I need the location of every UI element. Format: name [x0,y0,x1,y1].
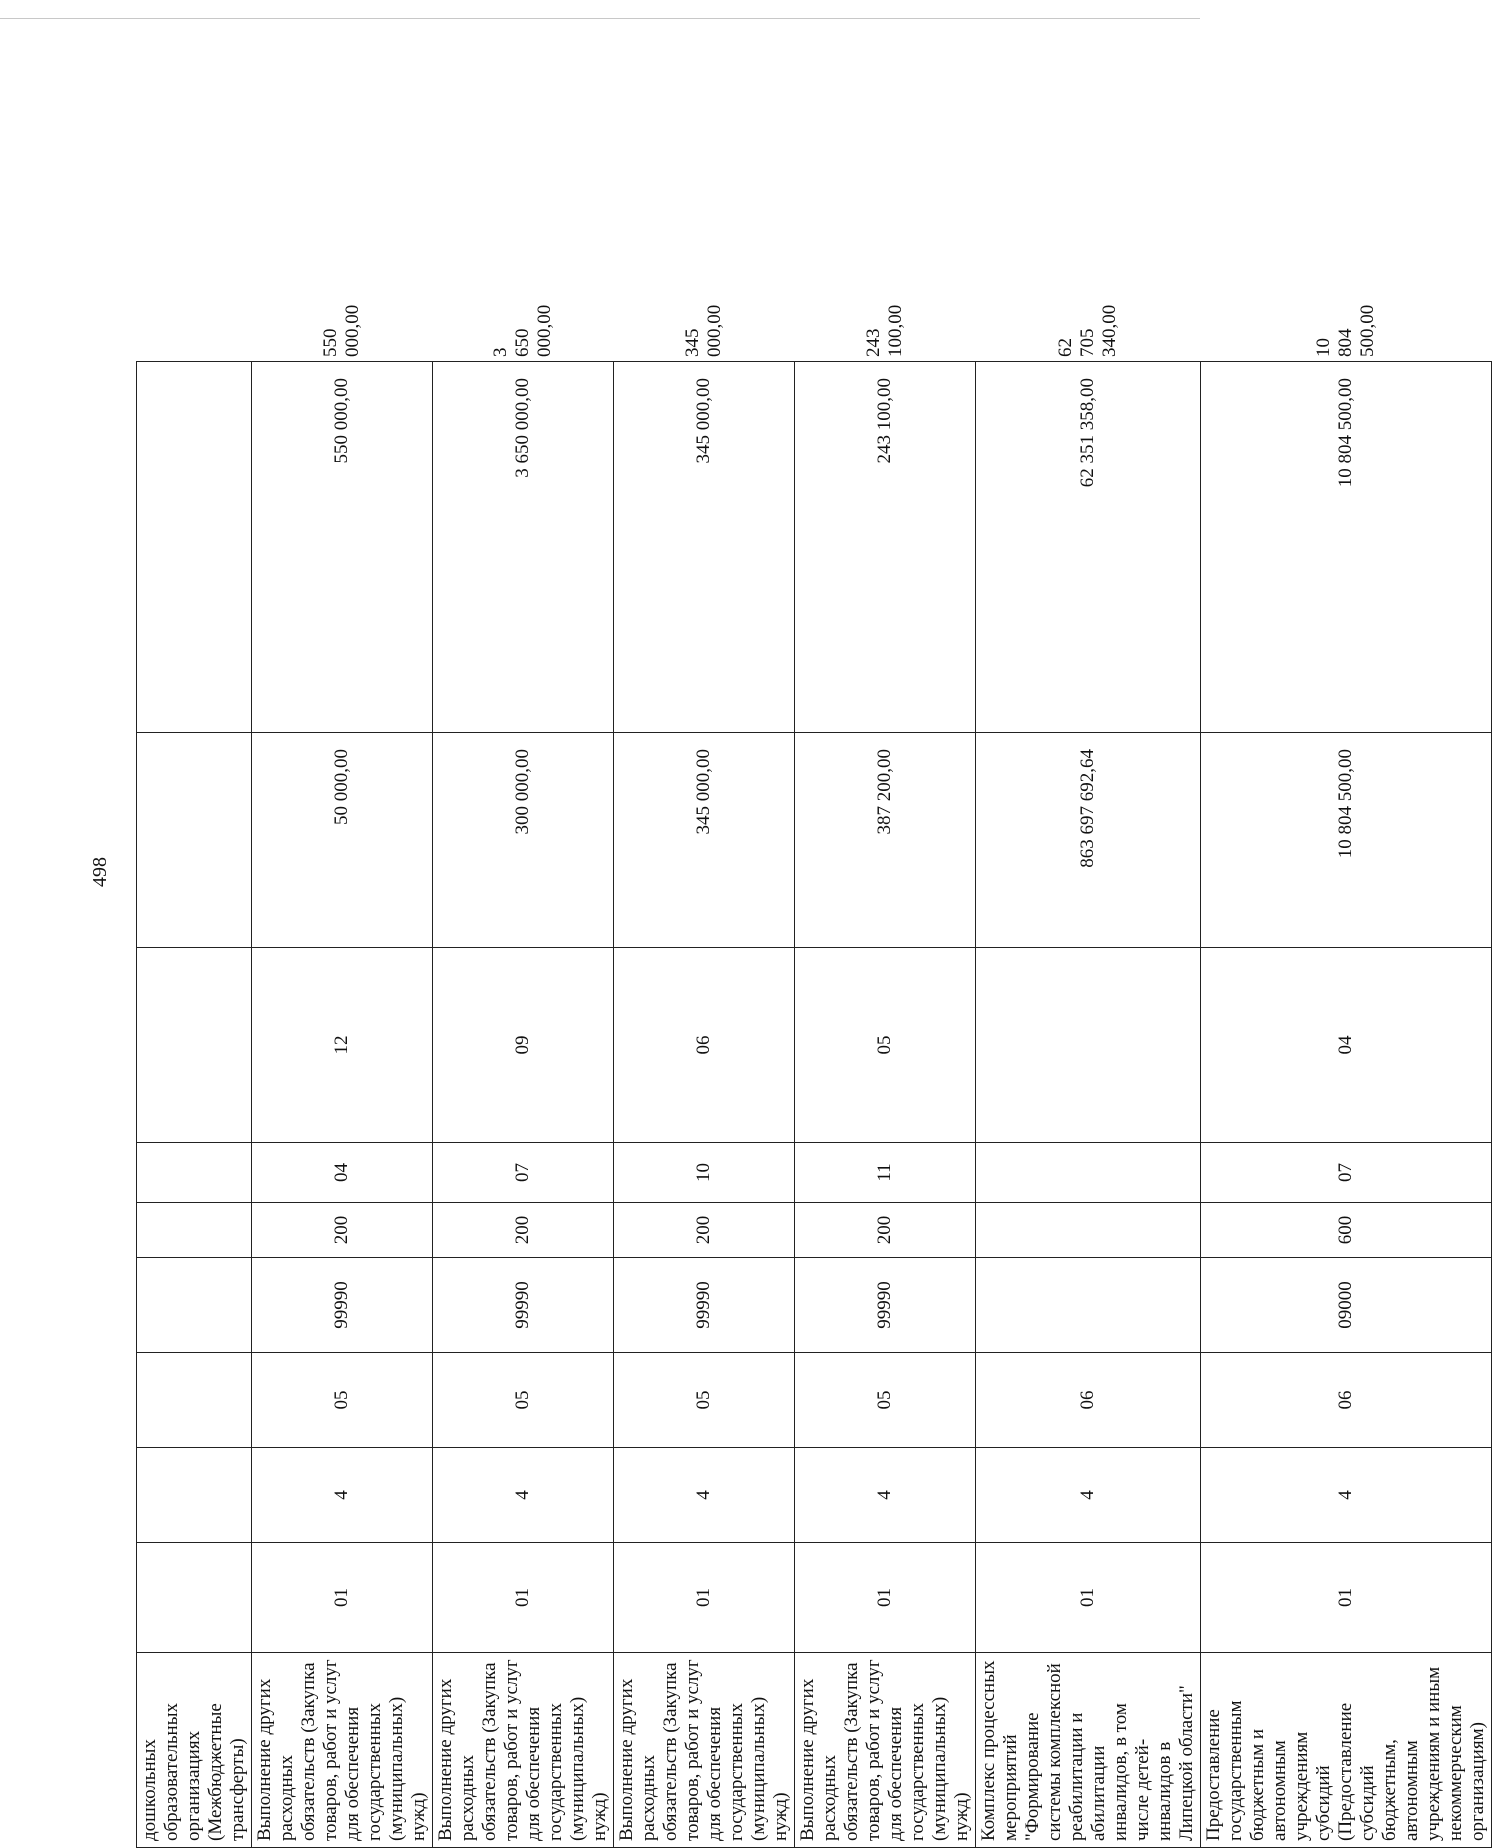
amount-cell-1: 50 000,00 [252,733,433,948]
code-cell-4: 99990 [433,1258,614,1353]
code-cell-4: 09000 [1201,1258,1492,1353]
amount-cell-1: 10 804 500,00 [1201,733,1492,948]
amount-cell-2: 243 100,00 [795,362,976,733]
budget-table [136,304,1492,1848]
code-cell-1: 01 [795,1543,976,1653]
code-cell-3: 06 [1201,1353,1492,1448]
code-cell-3: 06 [976,1353,1201,1448]
row-name-cell: Комплекс процессных мероприятий "Формирование системы комплексной реабилитации и абилитации инвалидов, в том числе детей-инвалидов в Липецкой области" [976,1653,1201,1848]
code-cell-4 [976,1258,1201,1353]
code-cell-2 [137,1448,252,1543]
code-cell-2: 4 [976,1448,1201,1543]
code-cell-3 [137,1353,252,1448]
code-cell-2: 4 [433,1448,614,1543]
code-cell-7: 12 [252,948,433,1143]
code-cell-4: 99990 [614,1258,795,1353]
code-cell-6: 04 [252,1143,433,1203]
scan-top-rule [0,18,1200,19]
table-row: Выполнение других расходных обязательств (Закупка товаров, работ и услуг для обеспечения государственных (муниципальных) нужд) 01 4 05 99990 200 11 05 387 200,00 243 100,00 243 100,00 [795,362,976,1848]
table-row: Комплекс процессных мероприятий "Формирование системы комплексной реабилитации и абилитации инвалидов, в том числе детей-инвалидов в Липецкой области" 01 4 06 863 697 692,64 62 351 358,00 62 705 340,00 [976,362,1201,1848]
amount-cell-2: 345 000,00 [614,362,795,733]
code-cell-5: 200 [614,1203,795,1258]
code-cell-7: 05 [795,948,976,1143]
amount-cell-2 [137,362,252,733]
code-cell-6 [137,1143,252,1203]
table-row: Выполнение других расходных обязательств (Закупка товаров, работ и услуг для обеспечения государственных (муниципальных) нужд) 01 4 05 99990 200 10 06 345 000,00 345 000,00 345 000,00 [614,362,795,1848]
code-cell-1: 01 [976,1543,1201,1653]
code-cell-4: 99990 [795,1258,976,1353]
table-body [137,304,1492,1848]
code-cell-3: 05 [614,1353,795,1448]
code-cell-5 [976,1203,1201,1258]
table-row: Предоставление государственным бюджетным и автономным учреждениям субсидий (Предоставление субсидий бюджетным, автономным учреждениям и иным некоммерческим организациям) 01 4 06 09000 600 07 04 10 804 500,00 10 804 500,00 10 804 500,00 [1201,362,1492,1848]
code-cell-1 [137,1543,252,1653]
budget-table-rotated [136,304,1488,1848]
code-cell-1: 01 [433,1543,614,1653]
code-cell-5: 200 [795,1203,976,1258]
code-cell-2: 4 [1201,1448,1492,1543]
code-cell-1: 01 [252,1543,433,1653]
code-cell-7 [137,948,252,1143]
amount-cell-2: 3 650 000,00 [433,362,614,733]
amount-cell-1: 345 000,00 [614,733,795,948]
row-name-cell: Выполнение других расходных обязательств (Закупка товаров, работ и услуг для обеспечения государственных (муниципальных) нужд) [795,1653,976,1848]
amount-cell-1: 863 697 692,64 [976,733,1201,948]
row-name-cell: Выполнение других расходных обязательств (Закупка товаров, работ и услуг для обеспечения государственных (муниципальных) нужд) [433,1653,614,1848]
row-name-cell: Выполнение других расходных обязательств (Закупка товаров, работ и услуг для обеспечения государственных (муниципальных) нужд) [252,1653,433,1848]
amount-cell-2: 550 000,00 [252,362,433,733]
table-row [137,362,252,1848]
code-cell-7: 06 [614,948,795,1143]
code-cell-4 [137,1258,252,1353]
code-cell-7: 09 [433,948,614,1143]
amount-cell-1: 300 000,00 [433,733,614,948]
code-cell-6: 07 [433,1143,614,1203]
code-cell-5: 200 [252,1203,433,1258]
code-cell-6: 10 [614,1143,795,1203]
table-row: Выполнение других расходных обязательств (Закупка товаров, работ и услуг для обеспечения государственных (муниципальных) нужд) 01 4 05 99990 200 07 09 300 000,00 3 650 000,00 3 650 000,00 [433,362,614,1848]
code-cell-2: 4 [614,1448,795,1543]
code-cell-6 [976,1143,1201,1203]
code-cell-2: 4 [252,1448,433,1543]
code-cell-3: 05 [252,1353,433,1448]
amount-cell-2: 10 804 500,00 [1201,362,1492,733]
code-cell-5: 600 [1201,1203,1492,1258]
code-cell-6: 11 [795,1143,976,1203]
page-number: 498 [89,857,111,887]
row-name-cell: дошкольных образовательных организациях (Межбюджетные трансферты) [137,1653,252,1848]
code-cell-3: 05 [433,1353,614,1448]
row-name-cell: Выполнение других расходных обязательств (Закупка товаров, работ и услуг для обеспечения государственных (муниципальных) нужд) [614,1653,795,1848]
amount-cell-1: 387 200,00 [795,733,976,948]
amount-cell-1 [137,733,252,948]
row-name-cell: Предоставление государственным бюджетным и автономным учреждениям субсидий (Предоставление субсидий бюджетным, автономным учреждениям и иным некоммерческим организациям) [1201,1653,1492,1848]
code-cell-7: 04 [1201,948,1492,1143]
amount-cell-2: 62 351 358,00 [976,362,1201,733]
code-cell-7 [976,948,1201,1143]
code-cell-5 [137,1203,252,1258]
code-cell-1: 01 [1201,1543,1492,1653]
code-cell-5: 200 [433,1203,614,1258]
code-cell-3: 05 [795,1353,976,1448]
code-cell-2: 4 [795,1448,976,1543]
code-cell-4: 99990 [252,1258,433,1353]
code-cell-1: 01 [614,1543,795,1653]
code-cell-6: 07 [1201,1143,1492,1203]
table-row: Выполнение других расходных обязательств (Закупка товаров, работ и услуг для обеспечения государственных (муниципальных) нужд) 01 4 05 99990 200 04 12 50 000,00 550 000,00 550 000,00 [252,362,433,1848]
